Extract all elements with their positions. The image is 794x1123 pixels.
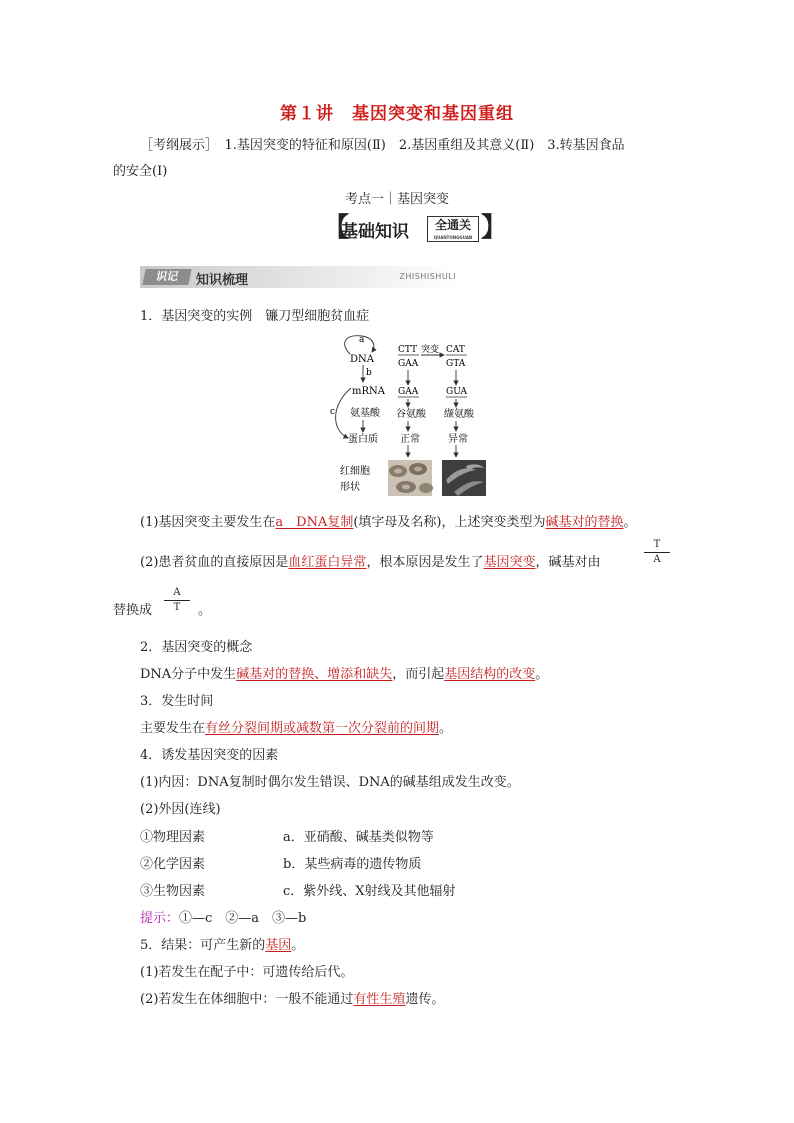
- section-tag: 识记: [142, 269, 191, 285]
- point-5-heading: [140, 934, 304, 953]
- fraction-2-bottom: T: [173, 602, 181, 613]
- p5-l2-text-2: 遗传。: [405, 992, 445, 1007]
- p5-l2-answer: 有性生殖: [353, 992, 406, 1007]
- sickle-rbc-image: [442, 460, 486, 496]
- mutant-dna-top: CAT: [446, 345, 465, 355]
- sickle-cell-diagram: [326, 330, 496, 502]
- label-b: b: [366, 368, 372, 378]
- p5-answer-1: 基因: [265, 938, 292, 953]
- banner-box-subtext: QUANTONGGUAN: [433, 235, 473, 240]
- q2-text-4: 替换成: [113, 603, 153, 618]
- p2-text-3: 。: [535, 667, 549, 682]
- expression-arrow: [336, 388, 351, 438]
- point-1-heading: 1．基因突变的实例 镰刀型细胞贫血症: [140, 309, 370, 324]
- fraction-1-top: T: [653, 539, 661, 550]
- topic-heading: 考点一｜基因突变: [344, 192, 449, 207]
- label-c: c: [330, 407, 336, 417]
- p2-answer-2: 基因结构的改变: [444, 667, 536, 682]
- dna-label: DNA: [350, 354, 374, 365]
- normal-amino-acid: 谷氨酸: [396, 409, 426, 420]
- protein-label: 蛋白质: [348, 434, 378, 445]
- q1-text-1: (1)基因突变主要发生在: [140, 515, 276, 530]
- question-2-end: 。: [198, 603, 212, 618]
- section-label: 知识梳理: [196, 273, 249, 288]
- mrna-label: mRNA: [352, 386, 385, 397]
- q2-text-2: ，根本原因是发生了: [366, 555, 484, 570]
- fraction-a-over-t: [164, 587, 190, 614]
- matching-right-c: c．紫外线、X射线及其他辐射: [283, 884, 456, 899]
- fraction-2-top: A: [173, 587, 181, 598]
- matching-left-3: ③生物因素: [140, 884, 206, 899]
- shape-label: 形状: [340, 482, 360, 493]
- hint-line: [140, 907, 306, 926]
- p5-l2-text-1: (2)若发生在体细胞中：一般不能通过: [140, 992, 354, 1007]
- p3-text-2: 。: [439, 721, 453, 736]
- p3-answer-1: 有丝分裂间期或减数第一次分裂前的间期: [205, 721, 440, 736]
- syllabus-line-1: ［考纲展示］ 1.基因突变的特征和原因(Ⅱ) 2.基因重组及其意义(Ⅱ) 3.转基因食品: [140, 138, 625, 153]
- result-somatic: [140, 988, 444, 1007]
- q1-text-2: (填字母及名称)，上述突变类型为: [353, 515, 546, 530]
- p3-text-1: 主要发生在: [140, 721, 206, 736]
- q2-text-1: (2)患者贫血的直接原因是: [140, 555, 289, 570]
- p5-text-1: 5．结果：可产生新的: [140, 938, 266, 953]
- q2-answer-2: 基因突变: [483, 555, 536, 570]
- p2-answer-1: 碱基对的替换、增添和缺失: [236, 667, 393, 682]
- matching-left-1: ①物理因素: [140, 830, 206, 845]
- rbc-label: 红细胞: [340, 466, 370, 477]
- knowledge-section-bar: [140, 266, 458, 288]
- page-title: 第１讲 基因突变和基因重组: [280, 104, 514, 124]
- question-2: [140, 551, 600, 570]
- normal-rbc-image: [388, 460, 433, 496]
- matching-right-a: a．亚硝酸、碱基类似物等: [283, 830, 434, 845]
- q1-answer-1: a DNA复制: [275, 515, 354, 530]
- hint-text: ①—c ②—a ③—b: [179, 911, 307, 926]
- normal-status: 正常: [400, 434, 420, 445]
- question-2-continued: [113, 599, 152, 618]
- syllabus-line-2: 的安全(Ⅰ): [113, 164, 168, 179]
- question-1: [140, 511, 637, 530]
- matching-right-b: b．某些病毒的遗传物质: [283, 857, 422, 872]
- abnormal-status: 异常: [448, 434, 468, 445]
- normal-mrna: GAA: [398, 387, 419, 397]
- result-gametes: (1)若发生在配子中：可遗传给后代。: [140, 965, 354, 980]
- matching-left-2: ②化学因素: [140, 857, 206, 872]
- q2-answer-1: 血红蛋白异常: [288, 555, 367, 570]
- amino-acid-label: 氨基酸: [350, 408, 380, 419]
- mutant-dna-bottom: GTA: [446, 359, 466, 369]
- point-4-heading: 4．诱发基因突变的因素: [140, 748, 279, 763]
- mutation-label: 突变: [421, 345, 440, 355]
- point-2-heading: 2．基因突变的概念: [140, 640, 253, 655]
- banner-title: 基础知识: [341, 222, 409, 242]
- section-banner: [323, 212, 508, 246]
- q1-text-3: 。: [623, 515, 637, 530]
- banner-bracket-right: 】: [481, 213, 508, 243]
- p2-text-1: DNA分子中发生: [140, 667, 237, 682]
- label-a: a: [359, 335, 365, 345]
- fraction-1-bottom: A: [653, 554, 661, 565]
- point-3-body: [140, 717, 452, 736]
- mutant-amino-acid: 缬氨酸: [444, 409, 474, 420]
- point-2-body: [140, 663, 548, 682]
- section-label-pinyin: ZHISHISHULI: [399, 272, 456, 281]
- banner-box: [427, 216, 479, 242]
- mutant-mrna: GUA: [446, 387, 467, 397]
- p5-text-2: 。: [291, 938, 305, 953]
- point-3-heading: 3．发生时间: [140, 694, 214, 709]
- fraction-t-over-a: [644, 539, 670, 566]
- internal-causes: (1)内因：DNA复制时偶尔发生错误、DNA的碱基组成发生改变。: [140, 775, 520, 790]
- q1-answer-2: 碱基对的替换: [545, 515, 624, 530]
- normal-dna-bottom: GAA: [398, 359, 419, 369]
- normal-dna-top: CTT: [398, 345, 418, 355]
- q2-text-3: ，碱基对由: [535, 555, 601, 570]
- banner-box-text: 全通关: [434, 218, 471, 232]
- p2-text-2: ，而引起: [392, 667, 445, 682]
- banner-bracket-left: 【: [323, 213, 350, 243]
- external-causes-heading: (2)外因(连线): [140, 802, 221, 817]
- hint-label: 提示：: [140, 911, 180, 926]
